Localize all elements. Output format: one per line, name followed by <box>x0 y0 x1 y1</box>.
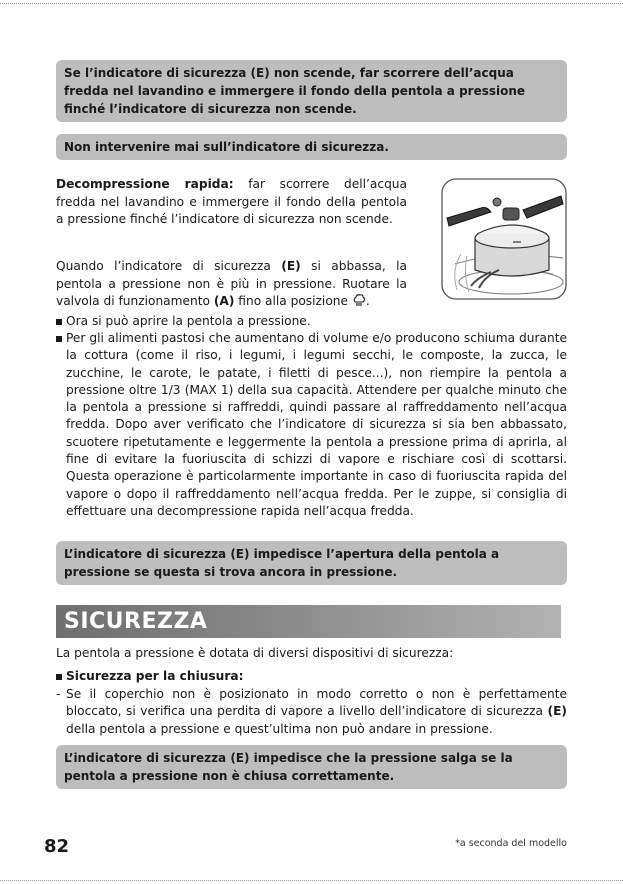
closure-safety-label: Sicurezza per la chiusura: <box>66 669 244 683</box>
bullet-text-2: Per gli alimenti pastosi che aumentano di volume e/o producono schiuma durante la cottura (come il riso, i legumi, i legumi secchi, le composte, la zucca, le zucchine, le carote, le patate, i filetti di pesce...), non riempire la pentola a pressione oltre 1/3 (MAX 1) della sua capacità. Attendere per qualche minuto che la pentola a pressione si raffreddi, quindi passare al raffreddamento nell’acqua fredda. Dopo aver verificato che l’indicatore di sicurezza si sia ben abbassato, scuotere ripetutamente e leggermente la pentola a pressione prima di aprirla, al fine di evitare la fuoriuscita di schizzi di vapore e rischiare così di scottarsi. Questa operazione è particolarmente importante in caso di fuoriuscita rapida del vapore o dopo il raffreddamento nell’acqua fredda. Per le zuppe, si consiglia di effettuare una decompressione rapida nell’acqua fredda. <box>66 331 567 518</box>
closure-text-2: della pentola a pressione e quest’ultima non può andare in pressione. <box>66 721 493 736</box>
warning-box-1 <box>56 60 567 122</box>
closure-safety-heading <box>56 668 567 685</box>
bullet-item-1 <box>56 313 567 330</box>
decompression-text: far scorrere dell’acqua fredda nel lavandino e immergere il fondo della pentola a pressione finché l’indicatore di sicurezza non scende. <box>56 177 407 226</box>
warning-text-1: Se l’indicatore di sicurezza (E) non scende, far scorrere dell’acqua fredda nel lavandino e immergere il fondo della pentola a pressione finché l’indicatore di sicurezza non scende. <box>64 66 526 116</box>
valve-text-4: . <box>365 294 370 308</box>
valve-text-2: si abbassa, la pentola a pressione non è più in pressione. Ruotare la valvola di funzionamento <box>56 259 407 308</box>
steam-valve-icon <box>352 293 366 307</box>
closure-e-ref: (E) <box>547 704 567 719</box>
bullet-item-2 <box>56 330 567 520</box>
warning-text-3: L’indicatore di sicurezza (E) impedisce l’apertura della pentola a pressione se questa si trova ancora in pressione. <box>64 547 500 579</box>
footnote: *a seconda del modello <box>455 838 567 849</box>
section-title: SICUREZZA <box>64 609 208 634</box>
dash-marker: - <box>56 687 61 701</box>
valve-text-3: fino alla posizione <box>234 294 352 308</box>
section-title-bar <box>56 605 561 638</box>
warning-text-2: Non intervenire mai sull’indicatore di sicurezza. <box>64 140 389 154</box>
pressure-cooker-illustration <box>441 178 567 300</box>
top-border <box>0 3 623 4</box>
valve-paragraph <box>56 258 407 311</box>
warning-box-4 <box>56 745 567 789</box>
closure-text-1: Se il coperchio non è posizionato in modo corretto o non è perfettamente bloccato, si verifica una perdita di vapore a livello dell’indicatore di sicurezza <box>66 687 567 719</box>
valve-text-1: Quando l’indicatore di sicurezza <box>56 259 282 273</box>
bullet-marker <box>56 319 62 325</box>
warning-box-3 <box>56 541 567 585</box>
valve-a-ref: (A) <box>213 294 235 308</box>
valve-e-ref: (E) <box>281 259 301 273</box>
decompression-label: Decompressione rapida: <box>56 177 234 191</box>
bullet-marker <box>56 336 62 342</box>
bottom-border <box>0 880 623 881</box>
closure-safety-item <box>56 686 567 738</box>
page-number: 82 <box>44 836 70 857</box>
bullet-marker <box>56 674 62 680</box>
warning-text-4: L’indicatore di sicurezza (E) impedisce che la pressione salga se la pentola a pressione non è chiusa correttamente. <box>64 751 513 783</box>
section-intro <box>56 645 567 663</box>
section-intro-text: La pentola a pressione è dotata di diversi dispositivi di sicurezza: <box>56 646 454 660</box>
decompression-paragraph <box>56 176 407 229</box>
bullet-text-1: Ora si può aprire la pentola a pressione. <box>66 314 311 328</box>
warning-box-2 <box>56 134 567 160</box>
